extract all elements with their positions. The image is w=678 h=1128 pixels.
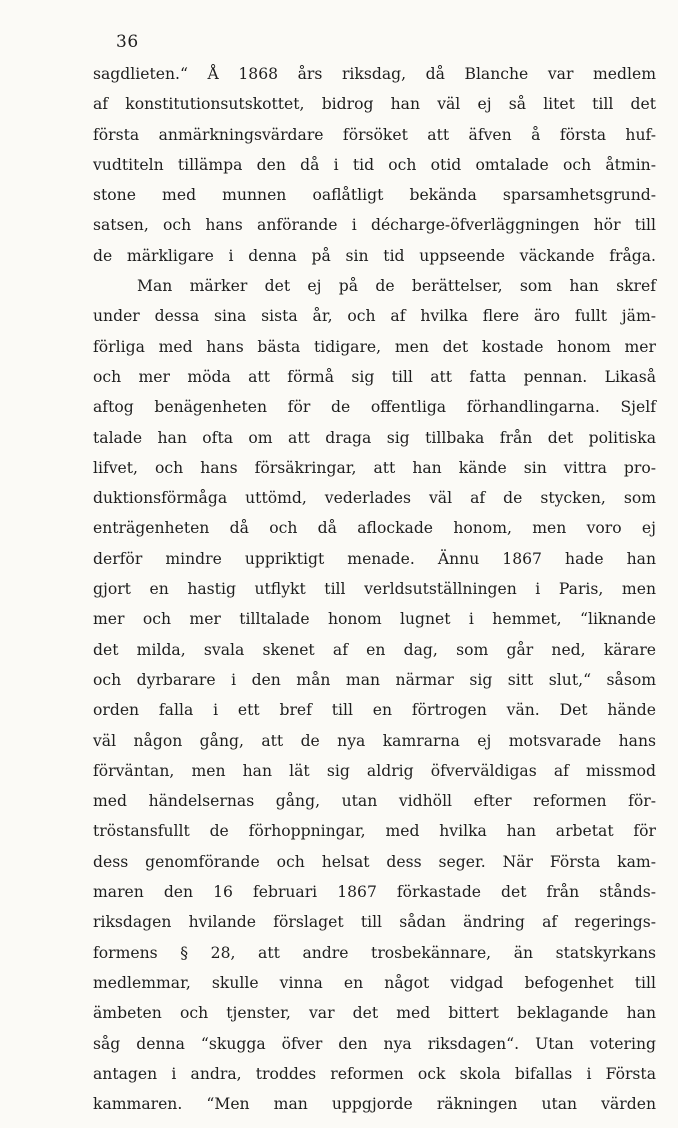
- text-line: derför mindre uppriktigt menade. Ännu 1867 hade han: [93, 549, 656, 568]
- text-line: enträgenheten då och då aflockade honom, men voro ej: [93, 519, 656, 538]
- text-line: riksdagen hvilande förslaget till sådan ändring af regerings-: [93, 913, 656, 932]
- text-line: satsen, och hans anförande i décharge-öfverläggningen hör till: [93, 216, 656, 235]
- text-line: medlemmar, skulle vinna en något vidgad befogenhet till: [93, 973, 656, 992]
- text-line: det milda, svala skenet af en dag, som går ned, kärare: [93, 640, 656, 659]
- text-line: antagen i andra, troddes reformen ock skola bifallas i Första: [93, 1064, 656, 1083]
- text-line: förliga med hans bästa tidigare, men det kostade honom mer: [93, 337, 656, 356]
- text-line: förväntan, men han lät sig aldrig öfverväldigas af missmod: [93, 761, 656, 780]
- text-line: aftog benägenheten för de offentliga förhandlingarna. Sjelf: [93, 398, 656, 417]
- text-line: orden falla i ett bref till en förtrogen vän. Det hände: [93, 701, 656, 720]
- text-line: och dyrbarare i den mån man närmar sig sitt slut,“ såsom: [93, 670, 656, 689]
- text-line: formens § 28, att andre trosbekännare, än statskyrkans: [93, 943, 656, 962]
- text-line: såg denna “skugga öfver den nya riksdagen“. Utan votering: [93, 1034, 656, 1053]
- text-line: gjort en hastig utflykt till verldsutställningen i Paris, men: [93, 580, 656, 599]
- text-line: stone med munnen oaflåtligt bekända sparsamhetsgrund-: [93, 186, 656, 205]
- text-line: kammaren. “Men man uppgjorde räkningen utan värden: [93, 1095, 656, 1114]
- text-line: ämbeten och tjenster, var det med bittert beklagande han: [93, 1004, 656, 1023]
- text-line: mer och mer tilltalade honom lugnet i hemmet, “liknande: [93, 610, 656, 629]
- text-line: talade han ofta om att draga sig tillbaka från det politiska: [93, 428, 656, 447]
- text-line: maren den 16 februari 1867 förkastade det från stånds-: [93, 883, 656, 902]
- text-line: lifvet, och hans försäkringar, att han kände sin vittra pro-: [93, 458, 656, 477]
- text-line: duktionsförmåga uttömd, vederlades väl af de stycken, som: [93, 489, 656, 508]
- text-line: dess genomförande och helsat dess seger. När Första kam-: [93, 852, 656, 871]
- text-line: med händelsernas gång, utan vidhöll efter reformen för-: [93, 792, 656, 811]
- text-line: under dessa sina sista år, och af hvilka flere äro fullt jäm-: [93, 307, 656, 326]
- text-line: tröstansfullt de förhoppningar, med hvilka han arbetat för: [93, 822, 656, 841]
- text-line: första anmärkningsvärdare försöket att äfven å första huf-: [93, 125, 656, 144]
- text-line: sagdlieten.“ Å 1868 års riksdag, då Blanche var medlem: [93, 65, 656, 83]
- page-number: 36: [116, 32, 139, 52]
- text-line: de märkligare i denna på sin tid uppseende väckande fråga.: [93, 246, 656, 265]
- text-line: väl någon gång, att de nya kamrarna ej motsvarade hans: [93, 731, 656, 750]
- body-text: [93, 59, 656, 1119]
- text-line: och mer möda att förmå sig till att fatta pennan. Likaså: [93, 367, 656, 386]
- text-line: Man märker det ej på de berättelser, som han skref: [137, 277, 656, 296]
- text-line: vudtiteln tillämpa den då i tid och otid omtalade och åtmin-: [93, 155, 656, 174]
- text-line: af konstitutionsutskottet, bidrog han väl ej så litet till det: [93, 95, 656, 114]
